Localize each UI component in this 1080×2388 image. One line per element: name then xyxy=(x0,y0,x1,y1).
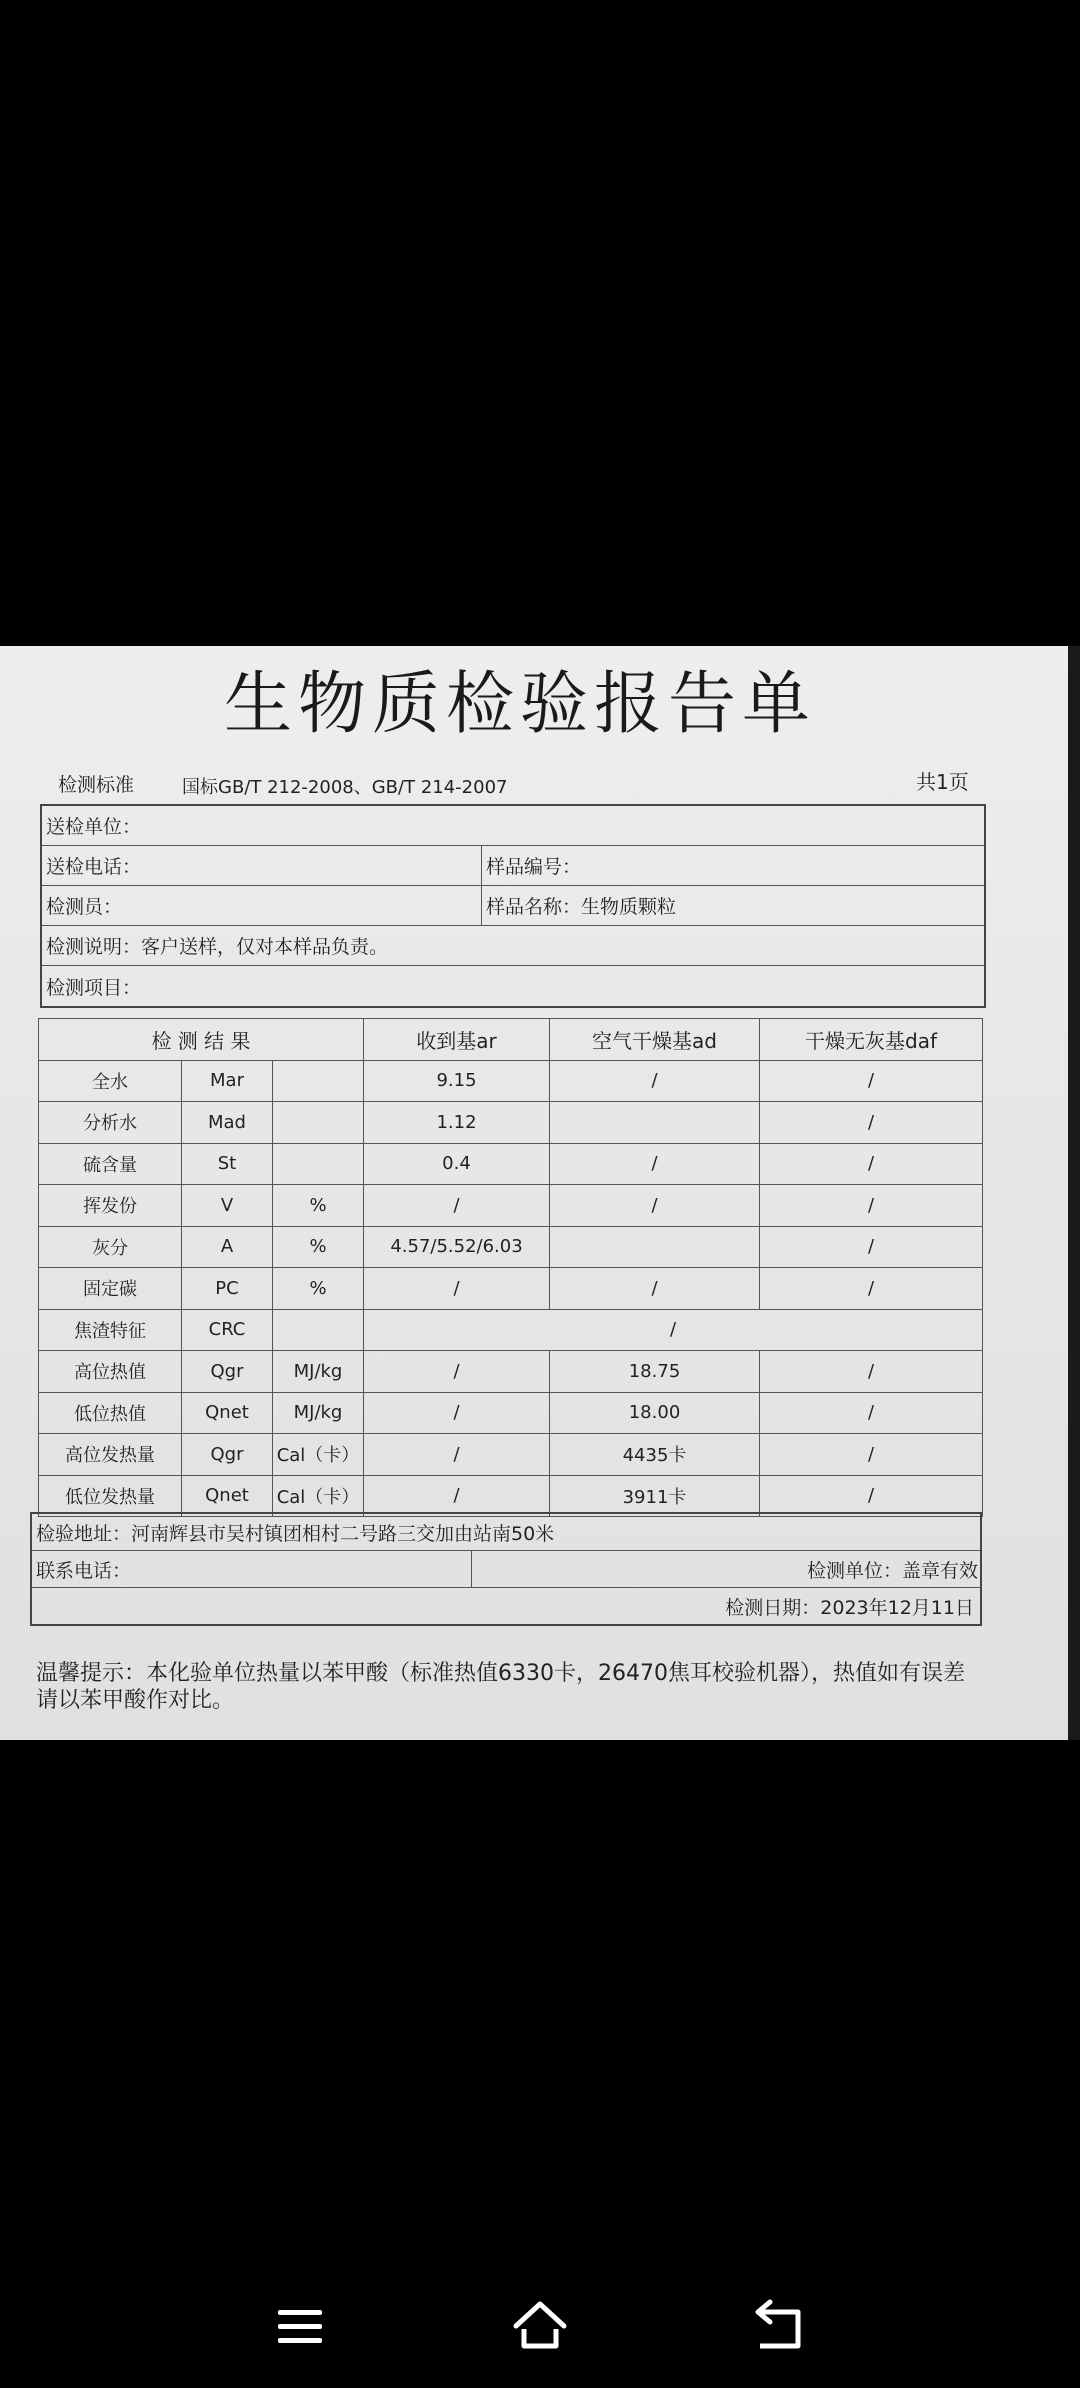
item-unit: % xyxy=(273,1226,364,1268)
date-row xyxy=(32,1588,980,1624)
value-air-dried: / xyxy=(550,1185,760,1227)
home-button[interactable] xyxy=(510,2296,570,2356)
items-row xyxy=(42,966,984,1006)
item-unit xyxy=(273,1060,364,1102)
item-unit: MJ/kg xyxy=(273,1392,364,1434)
table-row xyxy=(39,1102,983,1144)
report-title: 生物质检验报告单 xyxy=(223,665,816,744)
menu-button[interactable] xyxy=(270,2296,330,2356)
value-as-received: / xyxy=(364,1351,550,1393)
table-row xyxy=(39,1268,983,1310)
table-row xyxy=(39,1392,983,1434)
items-label: 检测项目： xyxy=(46,976,142,999)
back-icon xyxy=(750,2296,810,2356)
item-unit: MJ/kg xyxy=(273,1351,364,1393)
item-unit: % xyxy=(273,1268,364,1310)
navigation-bar xyxy=(0,2278,1080,2372)
inspection-address: 检验地址：河南辉县市吴村镇团相村二号路三交加由站南50米 xyxy=(36,1522,555,1545)
item-symbol: Mad xyxy=(182,1102,273,1144)
item-name: 焦渣特征 xyxy=(39,1309,182,1351)
value-dry-ash-free: / xyxy=(760,1268,983,1310)
item-name: 低位发热量 xyxy=(39,1475,182,1517)
item-name: 挥发份 xyxy=(39,1185,182,1227)
sender-unit-row xyxy=(42,806,984,846)
value-dry-ash-free: / xyxy=(760,1102,983,1144)
inspection-note: 检测说明：客户送样，仅对本样品负责。 xyxy=(46,936,389,958)
item-symbol: St xyxy=(182,1143,273,1185)
warm-tip: 温馨提示：本化验单位热量以苯甲酸（标准热值6330卡，26470焦耳校验机器），热值如有误差请以苯甲酸作对比。 xyxy=(36,1661,965,1713)
item-unit: % xyxy=(273,1185,364,1227)
table-row xyxy=(39,1309,983,1351)
item-name: 高位发热量 xyxy=(39,1434,182,1476)
contact-row xyxy=(32,1551,980,1588)
table-header-row xyxy=(39,1019,983,1061)
value-as-received: / xyxy=(364,1268,550,1310)
table-row xyxy=(39,1143,983,1185)
item-name: 灰分 xyxy=(39,1226,182,1268)
item-unit xyxy=(273,1143,364,1185)
value-air-dried: 18.00 xyxy=(550,1392,760,1434)
header-dry-ash-free: 干燥无灰基daf xyxy=(760,1019,983,1061)
value-dry-ash-free: / xyxy=(760,1060,983,1102)
table-row xyxy=(39,1060,983,1102)
header-results: 检 测 结 果 xyxy=(39,1019,364,1061)
table-row xyxy=(39,1351,983,1393)
value-air-dried xyxy=(550,1102,760,1144)
report-info-form xyxy=(40,804,986,1008)
header-air-dried: 空气干燥基ad xyxy=(550,1019,760,1061)
item-name: 低位热值 xyxy=(39,1392,182,1434)
value-air-dried: 4435卡 xyxy=(550,1434,760,1476)
report-footer xyxy=(30,1512,982,1626)
value-dry-ash-free: / xyxy=(760,1185,983,1227)
item-symbol: V xyxy=(182,1185,273,1227)
item-name: 分析水 xyxy=(39,1102,182,1144)
item-symbol: PC xyxy=(182,1268,273,1310)
results-table xyxy=(38,1018,983,1517)
contact-phone: 联系电话： xyxy=(32,1551,472,1587)
value-dry-ash-free: / xyxy=(760,1392,983,1434)
item-symbol: CRC xyxy=(182,1309,273,1351)
value-dry-ash-free: / xyxy=(760,1226,983,1268)
item-symbol: Qgr xyxy=(182,1351,273,1393)
value-dry-ash-free: / xyxy=(760,1475,983,1517)
value-air-dried xyxy=(550,1226,760,1268)
sample-number: 样品编号： xyxy=(486,856,582,878)
inspection-unit: 检测单位：盖章有效 xyxy=(806,1559,978,1582)
item-unit: Cal（卡） xyxy=(273,1475,364,1517)
value-as-received: / xyxy=(364,1434,550,1476)
sample-name: 样品名称：生物质颗粒 xyxy=(486,896,677,918)
table-row xyxy=(39,1475,983,1517)
note-row xyxy=(42,926,984,966)
phone-row xyxy=(42,846,984,886)
inspector-row xyxy=(42,886,984,926)
value-as-received: 9.15 xyxy=(364,1060,550,1102)
value-dry-ash-free: / xyxy=(760,1143,983,1185)
menu-icon xyxy=(270,2296,330,2356)
inspection-date: 检测日期：2023年12月11日 xyxy=(725,1596,974,1619)
value-as-received: 4.57/5.52/6.03 xyxy=(364,1226,550,1268)
home-icon xyxy=(510,2296,570,2356)
item-name: 高位热值 xyxy=(39,1351,182,1393)
back-button[interactable] xyxy=(750,2296,810,2356)
value-air-dried: 3911卡 xyxy=(550,1475,760,1517)
table-row xyxy=(39,1185,983,1227)
item-symbol: Qgr xyxy=(182,1434,273,1476)
sender-phone: 送检电话： xyxy=(42,846,482,885)
table-row xyxy=(39,1226,983,1268)
table-row xyxy=(39,1434,983,1476)
value-air-dried: / xyxy=(550,1060,760,1102)
value-as-received: / xyxy=(364,1392,550,1434)
sender-unit: 送检单位： xyxy=(46,816,142,838)
item-symbol: Qnet xyxy=(182,1475,273,1517)
value-as-received: / xyxy=(364,1475,550,1517)
item-unit xyxy=(273,1102,364,1144)
header-as-received: 收到基ar xyxy=(364,1019,550,1061)
merged-value: / xyxy=(364,1309,983,1351)
value-air-dried: 18.75 xyxy=(550,1351,760,1393)
value-air-dried: / xyxy=(550,1268,760,1310)
value-dry-ash-free: / xyxy=(760,1351,983,1393)
item-symbol: A xyxy=(182,1226,273,1268)
value-as-received: / xyxy=(364,1185,550,1227)
item-unit xyxy=(273,1309,364,1351)
value-air-dried: / xyxy=(550,1143,760,1185)
page-count: 共1页 xyxy=(916,770,969,794)
inspector: 检测员： xyxy=(42,886,482,925)
item-unit: Cal（卡） xyxy=(273,1434,364,1476)
standard-value: 国标GB/T 212-2008、GB/T 214-2007 xyxy=(182,777,508,798)
item-name: 固定碳 xyxy=(39,1268,182,1310)
value-dry-ash-free: / xyxy=(760,1434,983,1476)
value-as-received: 1.12 xyxy=(364,1102,550,1144)
address-row xyxy=(32,1514,980,1551)
item-symbol: Qnet xyxy=(182,1392,273,1434)
item-name: 全水 xyxy=(39,1060,182,1102)
standard-label: 检测标准 xyxy=(58,774,135,796)
item-symbol: Mar xyxy=(182,1060,273,1102)
photo-edge xyxy=(1068,646,1080,1740)
value-as-received: 0.4 xyxy=(364,1143,550,1185)
item-name: 硫含量 xyxy=(39,1143,182,1185)
